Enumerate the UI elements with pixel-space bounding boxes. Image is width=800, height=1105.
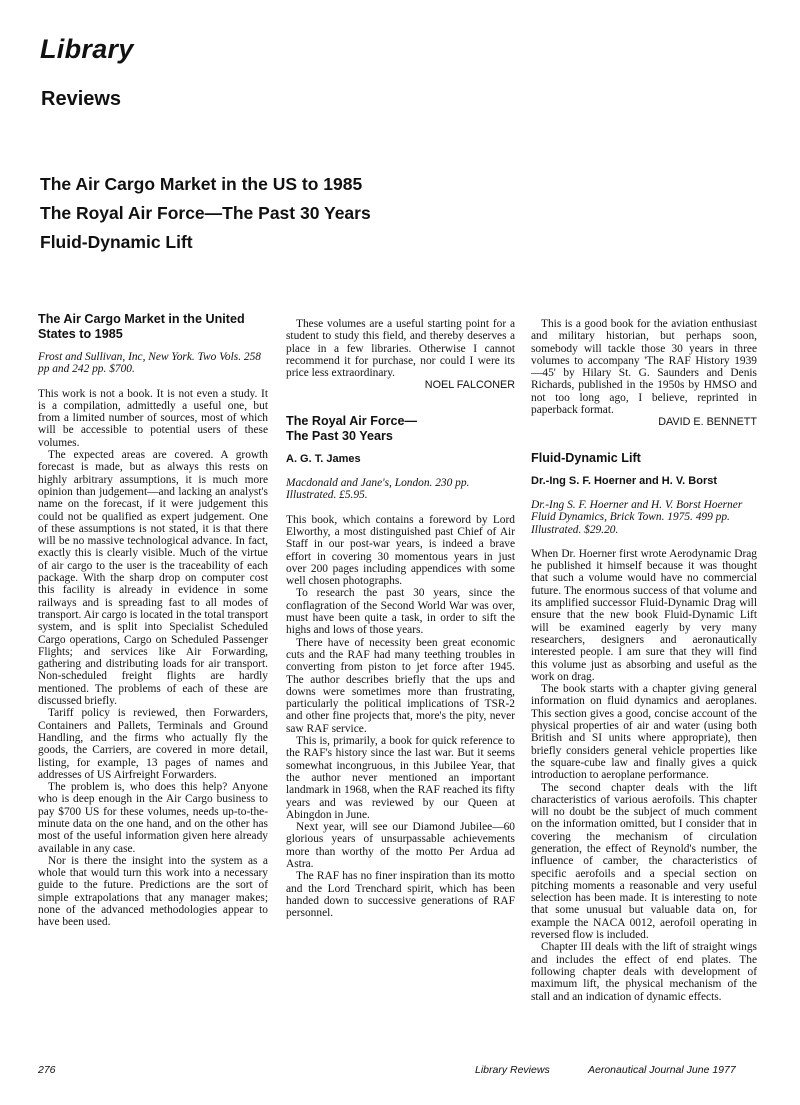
section-title: Library <box>40 34 134 64</box>
review-2-para: The RAF has no finer inspiration than its motto and the Lord Trenchard spirit, which has been handed down to successive generations of RAF personnel. <box>286 870 515 920</box>
review-3-author: Dr.-Ing S. F. Hoerner and H. V. Borst <box>531 474 718 487</box>
review-3-biblio: Dr.-Ing S. F. Hoerner and H. V. Borst Hoerner Fluid Dynamics, Brick Town. 1975. 499 pp. Illustrated. $29.20. <box>531 498 743 536</box>
review-3-para: Chapter III deals with the lift of straight wings and includes the effect of end plates. The following chapter deals with development of maximum lift, the physical mechanism of the stall and an indication of dynamic effects. <box>531 941 757 1003</box>
review-1-para: Nor is there the insight into the system as a whole that would turn this work into a necessary guide to the future. Predictions are the sort of simple extrapolations that any manager makes; none of the advanced methodologies appear to have been used. <box>38 854 268 929</box>
review-2-biblio: Macdonald and Jane's, London. 230 pp. Illustrated. £5.95. <box>286 477 470 502</box>
headline-air-cargo: The Air Cargo Market in the US to 1985 <box>40 174 363 194</box>
review-1-signature: NOEL FALCONER <box>424 379 515 392</box>
review-3-para: The book starts with a chapter giving general information on fluid dynamics and aeroplanes. This section gives a good, concise account of the physical properties of air and water (using both British and SI units where appropriate), then briefly considers general vehicle properties like the square-cube law and finally gives a quick introduction to aeroplane performance. <box>531 683 757 782</box>
footer-section: Library Reviews <box>475 1064 550 1076</box>
column-3 <box>531 318 757 1003</box>
review-2-para: Next year, will see our Diamond Jubilee—60 glorious years of unsurpassable achievements more than worthy of the motto Per Ardua ad Astra. <box>286 821 515 870</box>
section-subtitle: Reviews <box>41 88 122 110</box>
review-3-para: The second chapter deals with the lift characteristics of various aerofoils. This chapter will no doubt be the subject of much comment on the information omitted, but I consider that in covering the mechanism of circulation generation, the effect of Reynold's number, the influence of camber, the characteristics of specific aerofoils and a special section on pitching moments a reasonable and very useful selection has been made. It is interesting to note that some unusual but valuable data on, for example the NACA 0012, aerofoil operating in reversed flow is included. <box>531 781 757 942</box>
review-1-para: Tariff policy is reviewed, then Forwarders, Containers and Pallets, Terminals and Ground Handling, and the firms who actually fly the goods, the Carriers, are covered in more detail, listing, for example, 13 pages of names and addresses of US Airfreight Forwarders. <box>38 707 268 781</box>
headline-fluid-lift: Fluid-Dynamic Lift <box>40 232 193 252</box>
review-2-para: This is, primarily, a book for quick reference to the RAF's history since the last war. But it seems somewhat incongruous, in this Jubilee Year, that the author never mentioned an important landmark in 1968, when the RAF reached its fifty years and was reviewed by our Queen at Abingdon in June. <box>286 735 515 821</box>
column-1 <box>38 312 268 929</box>
review-1-para: The problem is, who does this help? Anyone who is deep enough in the Air Cargo business to pay $700 US for these volumes, needs up-to-the-minute data on the one hand, and on the other has most of the useful information given here already available in any case. <box>38 781 268 855</box>
review-2-para: To research the past 30 years, since the conflagration of the Second World War was over, must have been quite a task, in order to sift the highs and lows of those years. <box>286 587 515 637</box>
review-1-para: The expected areas are covered. A growth forecast is made, but as always this rests on highly arbitrary assumptions, it is much more opinion than judgement—and lacking an analyst's name on the forecast, if it were judgement this could not be qualified as expert judgement. One of these assumptions is not stated, it is that there will be no massive technological advance. In fact, exactly this is clearly visible. Much of the virtue of air cargo to the user is the traceability of each package. With the sharp drop on computer cost this facility is already in evidence in some railways and is spreading fast to all modes of transport. Air cargo is located in the total transport system, and is split into Specialist Scheduled Cargo operations, Cargo on Scheduled Passenger Flights; and services like Air Forwarding, gathering and distributing loads for air transport. Non-scheduled freight flights are hardly mentioned. The problems of each of these are discussed briefly. <box>38 449 268 708</box>
footer-journal: Aeronautical Journal June 1977 <box>588 1064 736 1076</box>
review-1-para: These volumes are a useful starting point for a student to study this field, and thereby deserves a place in a few libraries. Otherwise I cannot recommend it for purchase, nor could I were its price less extraordinary. <box>286 318 515 380</box>
headline-raf: The Royal Air Force—The Past 30 Years <box>40 203 371 223</box>
review-1-biblio: Frost and Sullivan, Inc, New York. Two Vols. 258 pp and 242 pp. $700. <box>38 351 261 376</box>
review-2-title: The Royal Air Force—The Past 30 Years <box>286 413 418 443</box>
review-2-author: A. G. T. James <box>286 452 361 465</box>
column-2 <box>286 318 515 919</box>
review-3-title: Fluid-Dynamic Lift <box>531 450 641 465</box>
review-2-signature: DAVID E. BENNETT <box>658 416 757 429</box>
review-3-para: When Dr. Hoerner first wrote Aerodynamic Drag he published it himself because it was thought that such a volume would have no commercial future. The enormous success of that volume and its amplified successor Fluid-Dynamic Drag will ensure that the new book Fluid-Dynamic Lift will be examined eagerly by very many researchers, designers and aeronautically interested people. I am sure that they will find this volume just as absorbing and useful as the work on drag. <box>531 547 757 683</box>
review-1-title: The Air Cargo Market in the United States to 1985 <box>38 312 245 341</box>
review-2-para: There have of necessity been great economic cuts and the RAF had many teething troubles in converting from piston to jet force after 1945. The author describes briefly that the ups and downs were sometimes more than frustrating, particularly the political implications of TSR-2 and other fine projects that, more's the pity, never saw RAF service. <box>286 636 515 735</box>
review-1-para: This work is not a book. It is not even a study. It is a compilation, admittedly a useful one, but from a limited number of sources, most of which will be accessible to potential users of these volumes. <box>38 387 268 449</box>
page-number: 276 <box>38 1064 56 1076</box>
review-headlines <box>40 170 371 257</box>
review-2-para: This book, which contains a foreword by Lord Elworthy, a most distinguished past Chief of Air Staff in our post-war years, is indeed a brave effort in covering 30 momentous years in just over 200 pages including appendices with some well chosen photographs. <box>286 513 515 588</box>
review-2-para: This is a good book for the aviation enthusiast and military historian, but perhaps soon, somebody will tackle those 30 years in three volumes to accompany 'The RAF History 1939—45' by Hilary St. G. Saunders and Denis Richards, published in the 1950s by HMSO and not too long ago, I believe, reprinted in paperback format. <box>531 318 757 417</box>
